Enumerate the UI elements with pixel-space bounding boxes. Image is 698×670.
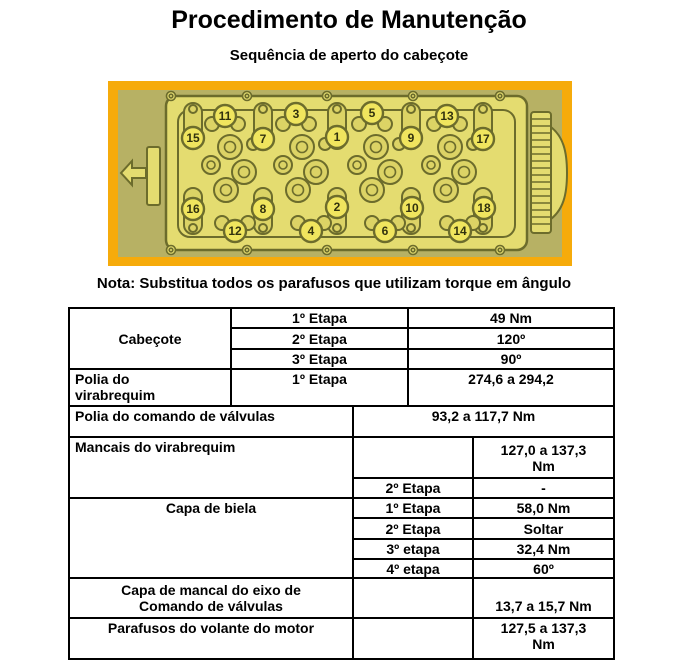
svg-text:13: 13 [440, 109, 454, 123]
bolt-5 [361, 102, 383, 124]
bolt-9 [400, 127, 422, 149]
bolt-2 [326, 196, 348, 218]
component-cell: Capa de biela [70, 499, 354, 579]
cylinder-head-diagram [108, 81, 572, 266]
step-cell: 3º Etapa [232, 350, 409, 370]
component-cell: Cabeçote [70, 309, 232, 370]
reference-bar [147, 147, 160, 205]
replace-bolts-note: Nota: Substitua todos os parafusos que utilizam torque em ângulo [96, 275, 572, 292]
torque-table [68, 307, 615, 660]
value-cell: 90º [409, 350, 615, 370]
step-cell: 2º Etapa [232, 329, 409, 350]
svg-text:6: 6 [381, 224, 389, 238]
svg-text:14: 14 [453, 224, 467, 238]
bolt-4 [300, 220, 322, 242]
value-cell: 93,2 a 117,7 Nm [354, 407, 615, 438]
svg-text:16: 16 [186, 202, 200, 216]
svg-text:17: 17 [476, 132, 490, 146]
svg-text:12: 12 [228, 224, 242, 238]
svg-text:9: 9 [407, 131, 415, 145]
svg-text:4: 4 [307, 224, 315, 238]
svg-text:1: 1 [333, 130, 341, 144]
value-cell: 60º [474, 560, 615, 579]
step-cell [354, 579, 474, 619]
bolt-14 [449, 220, 471, 242]
svg-text:8: 8 [259, 202, 267, 216]
value-cell: 58,0 Nm [474, 499, 615, 519]
bolt-18 [473, 197, 495, 219]
step-cell: 1º Etapa [232, 370, 409, 407]
svg-text:2: 2 [333, 200, 341, 214]
svg-text:15: 15 [186, 131, 200, 145]
step-cell: 2º Etapa [354, 519, 474, 540]
page-subtitle: Sequência de aperto do cabeçote [229, 47, 469, 64]
value-cell: 120º [409, 329, 615, 350]
page-title: Procedimento de Manutenção [171, 6, 527, 34]
svg-text:7: 7 [259, 132, 267, 146]
svg-text:3: 3 [292, 107, 300, 121]
component-cell: Mancais do virabrequim [70, 438, 354, 499]
bolt-8 [252, 198, 274, 220]
value-cell: 13,7 a 15,7 Nm [474, 579, 615, 619]
bolt-6 [374, 220, 396, 242]
component-cell: Polia do virabrequim [70, 370, 232, 407]
bolt-10 [401, 197, 423, 219]
step-cell [354, 438, 474, 479]
step-cell [354, 619, 474, 660]
bolt-1 [326, 126, 348, 148]
value-cell: Soltar [474, 519, 615, 540]
step-cell: 4º etapa [354, 560, 474, 579]
bolt-12 [224, 220, 246, 242]
bolt-17 [472, 128, 494, 150]
step-cell: 3º etapa [354, 540, 474, 560]
svg-text:18: 18 [477, 201, 491, 215]
bolt-3 [285, 103, 307, 125]
component-cell: Parafusos do volante do motor [70, 619, 354, 660]
bolt-11 [214, 105, 236, 127]
value-cell: 49 Nm [409, 309, 615, 329]
step-cell: 1º Etapa [354, 499, 474, 519]
value-cell: 274,6 a 294,2 [409, 370, 615, 407]
step-cell: 1º Etapa [232, 309, 409, 329]
component-cell: Capa de mancal do eixo de Comando de válvulas [70, 579, 354, 619]
step-cell: 2º Etapa [354, 479, 474, 499]
value-cell: - [474, 479, 615, 499]
bolt-7 [252, 128, 274, 150]
value-cell: 127,0 a 137,3 Nm [474, 438, 615, 479]
bolt-15 [182, 127, 204, 149]
bolt-16 [182, 198, 204, 220]
value-cell: 127,5 a 137,3 Nm [474, 619, 615, 660]
svg-text:11: 11 [218, 109, 232, 123]
component-cell: Polia do comando de válvulas [70, 407, 354, 438]
svg-text:5: 5 [368, 106, 376, 120]
value-cell: 32,4 Nm [474, 540, 615, 560]
svg-text:10: 10 [405, 201, 419, 215]
bolt-13 [436, 105, 458, 127]
